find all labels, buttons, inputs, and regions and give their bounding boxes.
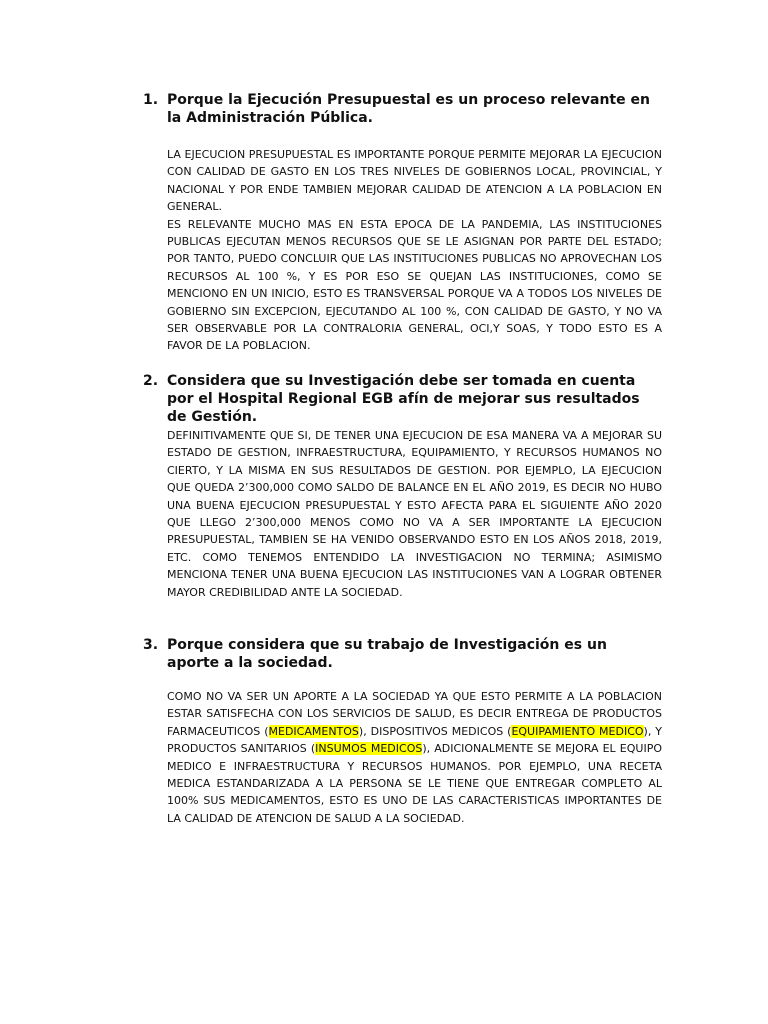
- answer-3: [167, 688, 662, 827]
- question-1-text: Porque la Ejecución Presupuestal es un proceso relevante en la Administración Pública.: [167, 92, 650, 126]
- highlight-equipamiento-medico: EQUIPAMIENTO MEDICO: [511, 724, 644, 738]
- answer-1-paragraph-2: ES RELEVANTE MUCHO MAS EN ESTA EPOCA DE LA PANDEMIA, LAS INSTITUCIONES PUBLICAS EJECUTAN MENOS RECURSOS QUE SE LE ASIGNAN POR PARTE DEL ESTADO; POR TANTO, PUEDO CONCLUIR QUE LAS INSTITUCIONES PUBLICAS NO APROVECHAN LOS RECURSOS AL 100 %, Y ES POR ESO SE QUEJAN LAS INSTITUCIONES, COMO SE MENCIONO EN UN INICIO, ESTO ES TRANSVERSAL PORQUE VA A TODOS LOS NIVELES DE GOBIERNO SIN EXCEPCION, EJECUTANDO AL 100 %, CON CALIDAD DE GASTO, Y NO VA SER OBSERVABLE POR LA CONTRALORIA GENERAL, OCI,Y SOAS, Y TODO ESTO ES A FAVOR DE LA POBLACION.: [167, 217, 662, 353]
- question-3: [143, 636, 653, 672]
- question-1: [143, 91, 653, 127]
- question-3-text: Porque considera que su trabajo de Investigación es un aporte a la sociedad.: [167, 637, 607, 671]
- question-2: [143, 372, 653, 426]
- answer-3-text-1: COMO NO VA SER UN APORTE A LA SOCIEDAD YA QUE ESTO PERMITE A LA POBLACION ESTAR SATISFECHA CON LOS SERVICIOS DE SALUD, ES DECIR ENTREGA DE PRODUCTOS FARMACEUTICOS (: [167, 690, 662, 738]
- highlight-insumos-medicos: INSUMOS MEDICOS: [315, 742, 423, 756]
- answer-1-paragraph-1: LA EJECUCION PRESUPUESTAL ES IMPORTANTE PORQUE PERMITE MEJORAR LA EJECUCION CON CALIDAD DE GASTO EN LOS TRES NIVELES DE GOBIERNOS LOCAL, PROVINCIAL, Y NACIONAL Y POR ENDE TAMBIEN MEJORAR CALIDAD DE ATENCION A LA POBLACION EN GENERAL.: [167, 148, 662, 214]
- question-2-number: 2.: [143, 373, 159, 389]
- answer-3-paragraph-1: [167, 688, 662, 827]
- question-2-text: Considera que su Investigación debe ser tomada en cuenta por el Hospital Regional EGB afín de mejorar sus resultados de Gestión.: [167, 373, 640, 425]
- answer-2-paragraph-1: DEFINITIVAMENTE QUE SI, DE TENER UNA EJECUCION DE ESA MANERA VA A MEJORAR SU ESTADO DE GESTION, INFRAESTRUCTURA, EQUIPAMIENTO, Y RECURSOS HUMANOS NO CIERTO, Y LA MISMA EN SUS RESULTADOS DE GESTION. POR EJEMPLO, LA EJECUCION QUE QUEDA 2’300,000 COMO SALDO DE BALANCE EN EL AÑO 2019, ES DECIR NO HUBO UNA BUENA EJECUCION PRESUPUESTAL Y ESTO AFECTA PARA EL SIGUIENTE AÑO 2020 QUE LLEGO 2’300,000 MENOS COMO NO VA A SER IMPORTANTE LA EJECUCION PRESUPUESTAL, TAMBIEN SE HA VENIDO OBSERVANDO ESTO EN LOS AÑOS 2018, 2019, ETC. COMO TENEMOS ENTENDIDO LA INVESTIGACION NO TERMINA; ASIMISMO MENCIONA TENER UNA BUENA EJECUCION LAS INSTITUCIONES VAN A LOGRAR OBTENER MAYOR CREDIBILIDAD ANTE LA SOCIEDAD.: [167, 429, 662, 599]
- answer-3-text-3: ), Y PRODUCTOS SANITARIOS (: [167, 724, 662, 756]
- answer-1: [167, 146, 662, 355]
- answer-2: [167, 427, 662, 601]
- answer-3-text-2: ), DISPOSITIVOS MEDICOS (: [358, 724, 512, 738]
- answer-3-text-4: ), ADICIONALMENTE SE MEJORA EL EQUIPO MEDICO E INFRAESTRUCTURA Y RECURSOS HUMANOS. POR EJEMPLO, UNA RECETA MEDICA ESTANDARIZADA A LA PERSONA SE LE TIENE QUE ENTREGAR COMPLETO AL 100% SUS MEDICAMENTOS, ESTO ES UNO DE LAS CARACTERISTICAS IMPORTANTES DE LA CALIDAD DE ATENCION DE SALUD A LA SOCIEDAD.: [167, 742, 662, 825]
- question-1-number: 1.: [143, 92, 159, 108]
- highlight-medicamentos: MEDICAMENTOS: [268, 724, 359, 738]
- question-3-number: 3.: [143, 637, 159, 653]
